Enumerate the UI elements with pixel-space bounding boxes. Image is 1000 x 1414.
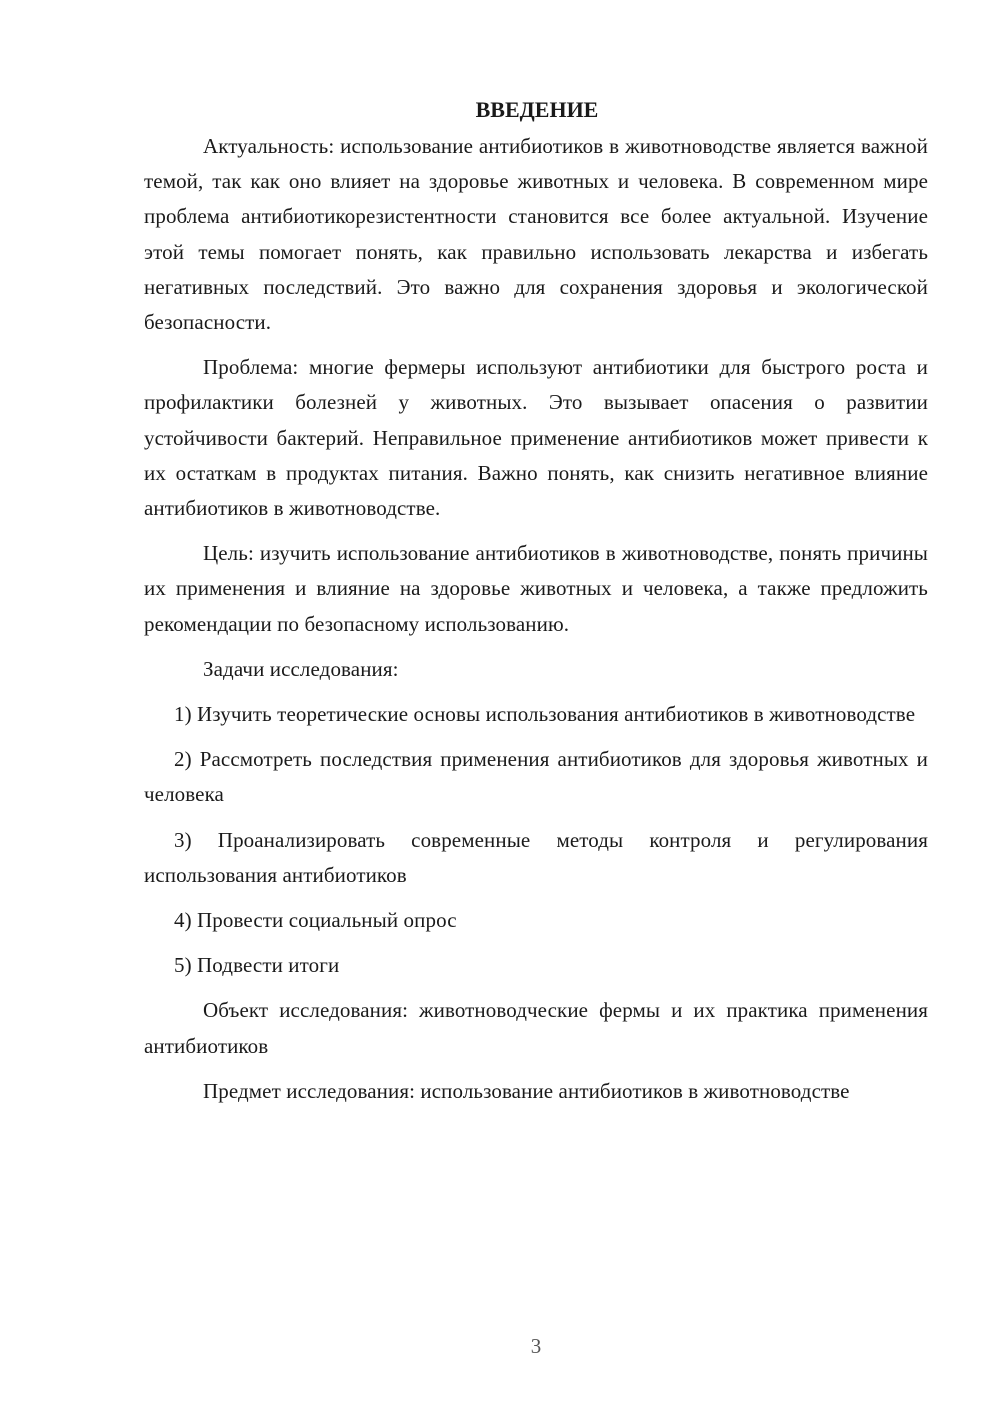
object-paragraph: Объект исследования: животноводческие фермы и их практика применения антибиотиков	[144, 998, 928, 1058]
relevance-paragraph: Актуальность: использование антибиотиков в животноводстве является важной темой, так как оно влияет на здоровье животных и человека. В современном мире проблема антибиотикорезистентности становится все более актуальной. Изучение этой темы помогает понять, как правильно использовать лекарства и избегать негативных последствий. Это важно для сохранения здоровья и экологической безопасности.	[144, 134, 928, 335]
task-item: 2) Рассмотреть последствия применения антибиотиков для здоровья животных и человека	[144, 747, 928, 807]
task-item: 1) Изучить теоретические основы использования антибиотиков в животноводстве	[174, 702, 916, 727]
subject-paragraph: Предмет исследования: использование антибиотиков в животноводстве	[203, 1078, 850, 1103]
page-title: ВВЕДЕНИЕ	[475, 97, 599, 122]
problem-paragraph: Проблема: многие фермеры используют антибиотики для быстрого роста и профилактики болезней у животных. Это вызывает опасения о развитии устойчивости бактерий. Неправильное применение антибиотиков может привести к их остаткам в продуктах питания. Важно понять, как снизить негативное влияние антибиотиков в животноводстве.	[144, 355, 928, 521]
task-item: 5) Подвести итоги	[174, 953, 340, 978]
tasks-heading: Задачи исследования:	[203, 656, 399, 681]
task-item: 3) Проанализировать современные методы контроля и регулирования использования антибиотиков	[144, 827, 928, 887]
goal-paragraph: Цель: изучить использование антибиотиков в животноводстве, понять причины их применения и влияние на здоровье животных и человека, а также предложить рекомендации по безопасному использованию.	[144, 541, 928, 636]
document-page	[144, 92, 928, 1119]
task-item: 4) Провести социальный опрос	[174, 908, 457, 933]
page-number: 3	[530, 1334, 542, 1358]
